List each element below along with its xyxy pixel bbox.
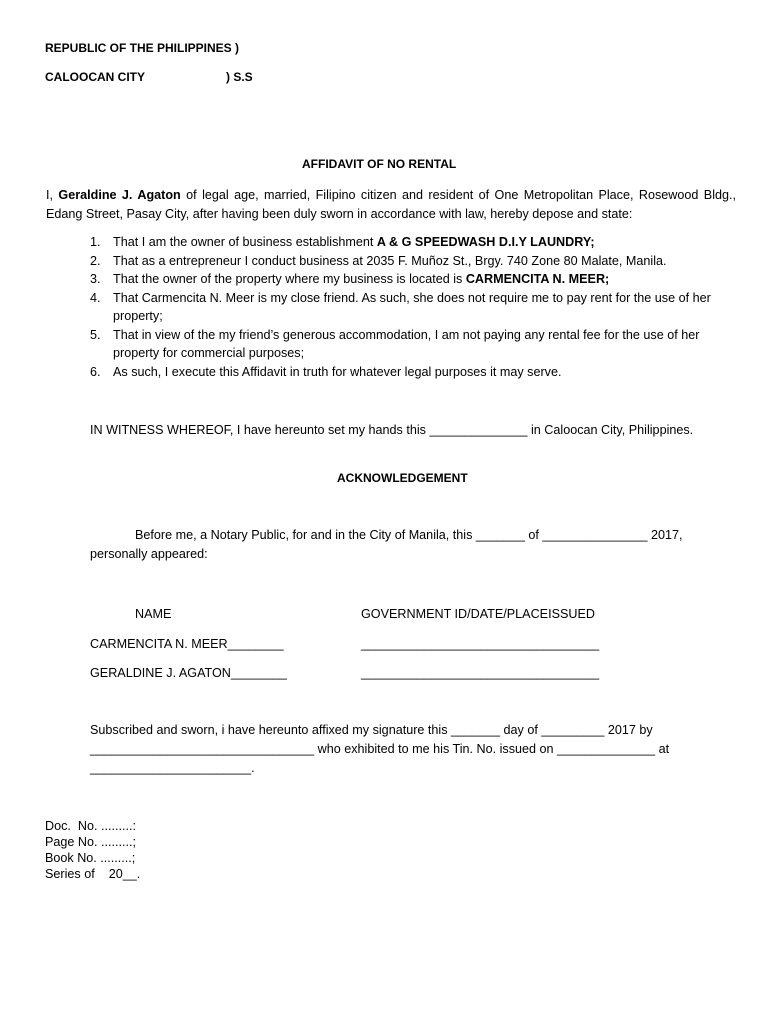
page-number: Page No. .........; bbox=[45, 835, 136, 849]
item-text: That in view of the my friend’s generous accommodation, I am not paying any rental fee for the use of her property for commercial purposes; bbox=[113, 327, 700, 360]
item-number: 5. bbox=[90, 327, 101, 342]
doc-number: Doc. No. .........: bbox=[45, 819, 136, 833]
item-number: 1. bbox=[90, 235, 101, 249]
business-name: A & G SPEEDWASH D.I.Y LAUNDRY; bbox=[376, 235, 595, 249]
list-item bbox=[90, 289, 730, 326]
list-item bbox=[90, 233, 730, 252]
appearer-name-2: GERALDINE J. AGATON________ bbox=[90, 666, 287, 680]
witness-paragraph: IN WITNESS WHEREOF, I have hereunto set my hands this ______________ in Caloocan City, Philippines. bbox=[90, 423, 694, 437]
venue-city: CALOOCAN CITY bbox=[45, 70, 145, 84]
notarial-register bbox=[45, 818, 140, 882]
appearer-id-line-2: __________________________________ bbox=[361, 666, 600, 680]
document-title: AFFIDAVIT OF NO RENTAL bbox=[302, 157, 457, 171]
book-number: Book No. .........; bbox=[45, 851, 136, 865]
appearer-name-1: CARMENCITA N. MEER________ bbox=[90, 637, 284, 651]
series-number: Series of 20__. bbox=[45, 867, 141, 881]
item-number: 3. bbox=[90, 272, 101, 286]
list-item bbox=[90, 363, 730, 382]
item-number: 2. bbox=[90, 253, 101, 268]
name-column-header: NAME bbox=[135, 607, 172, 621]
item-number: 6. bbox=[90, 364, 101, 379]
item-text: As such, I execute this Affidavit in truth for whatever legal purposes it may serve. bbox=[113, 364, 562, 379]
affiant-name: Geraldine J. Agaton bbox=[58, 188, 181, 202]
item-text: That Carmencita N. Meer is my close friend. As such, she does not require me to pay rent for the use of her property; bbox=[113, 290, 711, 323]
venue-ss: ) S.S bbox=[226, 70, 253, 84]
item-text: That as a entrepreneur I conduct business at 2035 F. Muñoz St., Brgy. 740 Zone 80 Malate, Manila. bbox=[113, 253, 667, 268]
id-column-header: GOVERNMENT ID/DATE/PLACEISSUED bbox=[361, 607, 595, 621]
item-number: 4. bbox=[90, 290, 101, 305]
intro-text: of legal age, married, Filipino citizen and resident of One Metropolitan Place, Rosewood Bldg., Edang Street, Pasay City, after having been duly sworn in accordance with law, hereby depose and state: bbox=[46, 188, 737, 221]
list-item bbox=[90, 270, 730, 289]
intro-pre: I, bbox=[46, 188, 59, 202]
list-item bbox=[90, 252, 730, 271]
acknowledgement-title: ACKNOWLEDGEMENT bbox=[337, 471, 468, 485]
owner-name: CARMENCITA N. MEER; bbox=[465, 272, 610, 286]
list-item bbox=[90, 326, 730, 363]
appearer-id-line-1: __________________________________ bbox=[361, 637, 600, 651]
intro-paragraph bbox=[46, 186, 736, 223]
item-text: That the owner of the property where my business is located is bbox=[113, 272, 466, 286]
venue-republic: REPUBLIC OF THE PHILIPPINES ) bbox=[45, 41, 240, 55]
statement-list bbox=[90, 233, 730, 381]
item-text: That I am the owner of business establishment bbox=[113, 235, 377, 249]
notary-paragraph: Before me, a Notary Public, for and in the City of Manila, this _______ of _______________ 2017, personally appeared: bbox=[90, 528, 683, 561]
subscribed-paragraph: Subscribed and sworn, i have hereunto affixed my signature this _______ day of _________ 2017 by ________________________________ who exhibited to me his Tin. No. issued on ______________ at _______________________. bbox=[90, 723, 670, 775]
